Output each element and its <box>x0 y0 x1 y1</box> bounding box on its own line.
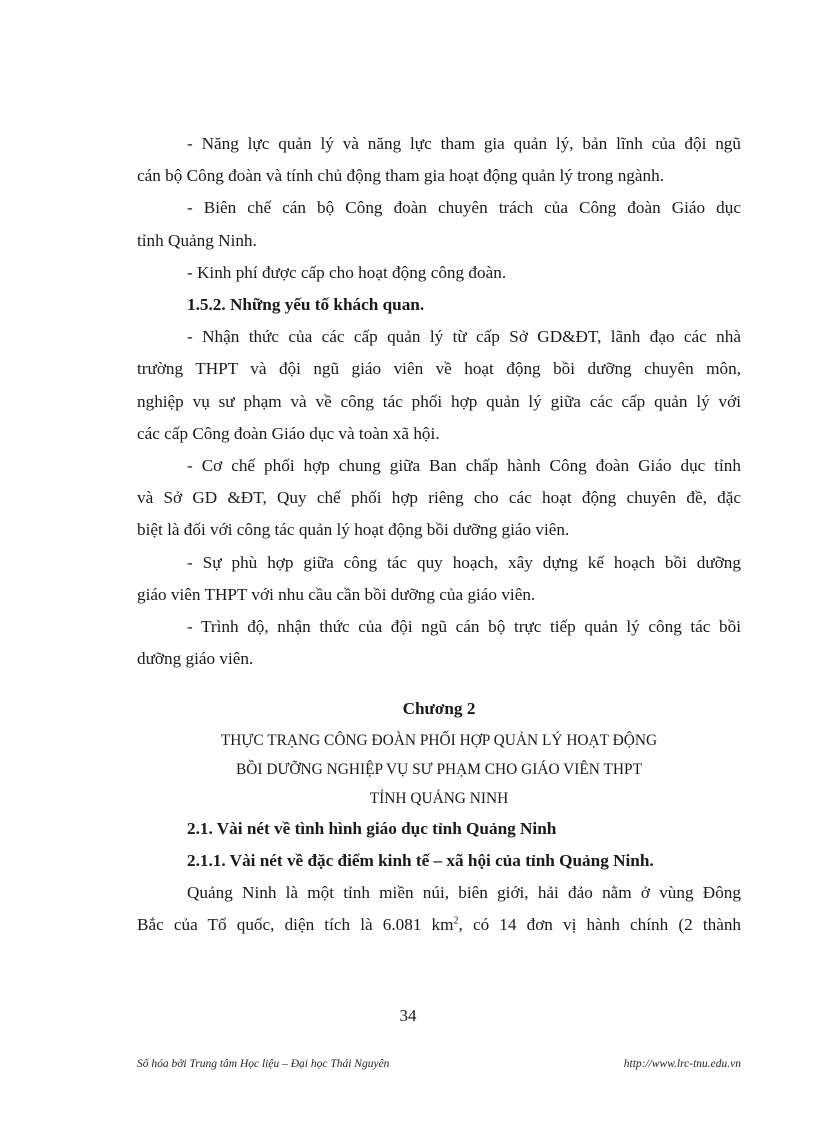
chapter-title-line: THỰC TRẠNG CÔNG ĐOÀN PHỐI HỢP QUẢN LÝ HOẠT ĐỘNG <box>220 731 658 749</box>
text-line: - Biên chế cán bộ Công đoàn chuyên trách của Công đoàn Giáo dục <box>187 198 741 218</box>
section-heading-2-1: 2.1. Vài nét về tình hình giáo dục tỉnh Quảng Ninh <box>187 818 557 838</box>
text-line: giáo viên THPT với nhu cầu cần bồi dưỡng của giáo viên. <box>137 584 536 604</box>
chapter-title-line: BỒI DƯỠNG NGHIỆP VỤ SƯ PHẠM CHO GIÁO VIÊN THPT <box>236 760 642 778</box>
text-line: - Kinh phí được cấp cho hoạt động công đoàn. <box>187 262 507 282</box>
text-line: - Nhận thức của các cấp quản lý từ cấp Sở GD&ĐT, lãnh đạo các nhà <box>187 327 741 347</box>
footer-credit: Số hóa bởi Trung tâm Học liệu – Đại học Thái Nguyên <box>137 1058 390 1070</box>
text-line: trường THPT và đội ngũ giáo viên về hoạt động bồi dưỡng chuyên môn, <box>137 359 741 379</box>
section-heading-2-1-1: 2.1.1. Vài nét về đặc điểm kinh tế – xã hội của tỉnh Quảng Ninh. <box>187 850 654 870</box>
paragraph-coordination-mechanism <box>137 450 741 547</box>
paragraph-planning-fit <box>137 547 741 611</box>
text-line <box>137 909 741 941</box>
text-run: Bắc của Tổ quốc, diện tích là 6.081 km <box>137 915 454 935</box>
text-line: và Sở GD &ĐT, Quy chế phối hợp riêng cho các hoạt động chuyên đề, đặc <box>137 488 741 508</box>
paragraph-funding <box>137 257 741 289</box>
text-line: các cấp Công đoàn Giáo dục và toàn xã hội. <box>137 423 440 443</box>
chapter-label: Chương 2 <box>402 699 476 719</box>
text-run: , có 14 đơn vị hành chính (2 thành <box>458 915 742 935</box>
paragraph-staffing <box>137 192 741 256</box>
footer-url: http://www.lrc-tnu.edu.vn <box>623 1058 741 1070</box>
superscript: 2 <box>453 915 459 927</box>
chapter-title-line: TỈNH QUẢNG NINH <box>369 789 509 807</box>
text-line: nghiệp vụ sư phạm và về công tác phối hợp quản lý giữa các cấp quản lý với <box>137 391 741 411</box>
text-line: - Trình độ, nhận thức của đội ngũ cán bộ trực tiếp quản lý công tác bồi <box>187 617 741 637</box>
text-line: cán bộ Công đoàn và tính chủ động tham gia hoạt động quản lý trong ngành. <box>137 166 664 186</box>
text-line: - Cơ chế phối hợp chung giữa Ban chấp hành Công đoàn Giáo dục tỉnh <box>187 456 741 476</box>
page-body <box>137 128 741 941</box>
text-line: - Năng lực quản lý và năng lực tham gia quản lý, bản lĩnh của đội ngũ <box>187 134 741 153</box>
text-line: - Sự phù hợp giữa công tác quy hoạch, xây dựng kế hoạch bồi dưỡng <box>187 552 741 572</box>
paragraph-awareness <box>137 321 741 450</box>
text-line: Quảng Ninh là một tỉnh miền núi, biên giới, hải đảo nằm ở vùng Đông <box>187 883 741 903</box>
paragraph-quang-ninh-overview <box>137 877 741 941</box>
paragraph-management-capacity <box>137 128 741 192</box>
section-heading-1-5-2: 1.5.2. Những yếu tố khách quan. <box>187 295 425 315</box>
text-line: biệt là đối với công tác quản lý hoạt động bồi dưỡng giáo viên. <box>137 520 570 540</box>
text-line: dưỡng giáo viên. <box>137 649 254 669</box>
page-number: 34 <box>399 1006 417 1025</box>
text-line: tỉnh Quảng Ninh. <box>137 230 257 250</box>
paragraph-staff-competence <box>137 611 741 675</box>
